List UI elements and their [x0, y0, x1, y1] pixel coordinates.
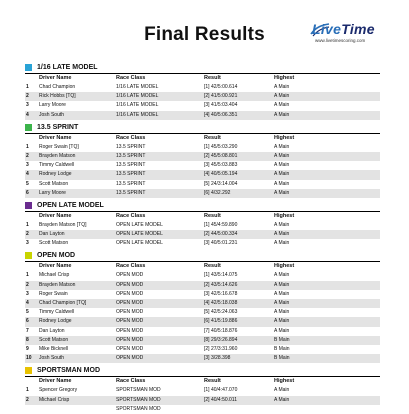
result-row — [25, 396, 380, 405]
column-header-position — [25, 262, 39, 271]
highest-cell: B Main — [274, 345, 290, 352]
position-cell: 10 — [26, 355, 32, 362]
driver-cell: Timmy Caldwell — [39, 309, 75, 316]
position-cell: 1 — [26, 221, 29, 228]
section-title: OPEN MOD — [37, 252, 76, 260]
driver-cell — [39, 405, 116, 414]
driver-cell: Scott Matson — [39, 336, 69, 343]
driver-cell: Roger Swain — [39, 290, 68, 297]
driver-cell: Josh South — [39, 111, 65, 118]
race-class-cell: 1/16 LATE MODEL — [116, 93, 159, 100]
result-cell: [1] 45/4:59.890 — [204, 221, 238, 228]
position-cell: 6 — [26, 318, 29, 325]
column-header-position — [25, 377, 39, 386]
position-cell: 2 — [26, 93, 29, 100]
position-cell: 5 — [26, 309, 29, 316]
result-cell: [6] 41/5:19.886 — [204, 318, 238, 325]
result-row — [25, 271, 380, 280]
column-header-highest: Highest — [274, 75, 295, 81]
column-header-driver-name: Driver Name — [39, 263, 72, 270]
column-header-driver-name: Driver Name — [39, 378, 72, 385]
class-color-swatch — [25, 64, 32, 71]
result-cell: [2] 40/4:50.011 — [204, 396, 237, 403]
highest-cell: A Main — [274, 396, 290, 403]
column-header-race-class: Race Class — [116, 263, 146, 270]
driver-cell: Rick Hobbs [TQ] — [39, 93, 76, 100]
livetime-logo[interactable] — [310, 21, 385, 47]
result-row — [25, 354, 380, 363]
column-header-highest: Highest — [274, 378, 295, 385]
result-row — [25, 83, 380, 92]
column-header-driver-name: Driver Name — [39, 75, 72, 81]
highest-cell: A Main — [274, 240, 290, 247]
highest-cell: A Main — [274, 189, 290, 196]
class-color-swatch — [25, 367, 32, 374]
race-class-cell: OPEN MOD — [116, 327, 144, 334]
column-header-position — [25, 134, 39, 143]
driver-cell: Chad Champion [TQ] — [39, 300, 87, 306]
position-cell: 8 — [26, 336, 29, 343]
position-cell: 3 — [26, 102, 29, 109]
race-class-cell: SPORTSMAN MOD — [116, 396, 161, 403]
race-class-cell: 1/16 LATE MODEL — [116, 84, 159, 90]
column-header-result: Result — [204, 212, 221, 219]
column-header-result: Result — [204, 263, 221, 270]
position-cell: 2 — [26, 231, 29, 238]
column-header-race-class: Race Class — [116, 134, 146, 141]
highest-cell — [274, 405, 334, 414]
result-row — [25, 230, 380, 239]
result-cell: [5] 42/5:24.063 — [204, 309, 238, 316]
section-title: SPORTSMAN MOD — [37, 367, 100, 375]
result-row — [25, 180, 380, 189]
highest-cell: A Main — [274, 272, 290, 279]
result-cell: [5] 24/3:14.004 — [204, 180, 238, 187]
position-cell: 4 — [26, 300, 29, 306]
driver-cell: Rodney Lodge — [39, 171, 72, 178]
column-header-highest: Highest — [274, 134, 295, 141]
column-header-row — [25, 262, 380, 271]
result-row — [25, 143, 380, 152]
race-class-cell: 13.5 SPRINT — [116, 162, 146, 169]
highest-cell: B Main — [274, 336, 290, 343]
driver-cell: Rodney Lodge — [39, 318, 72, 325]
driver-cell: Brayden Matson [TQ] — [39, 221, 87, 228]
class-color-swatch — [25, 124, 32, 131]
result-cell: [1] 45/5:03.290 — [204, 143, 238, 150]
driver-cell: Brayden Matson — [39, 152, 76, 159]
section-title: 1/16 LATE MODEL — [37, 64, 98, 71]
race-class-cell: 1/16 LATE MODEL — [116, 111, 159, 118]
column-header-race-class: Race Class — [116, 75, 146, 81]
result-cell: [4] 40/5:06.351 — [204, 111, 238, 118]
position-cell: 5 — [26, 180, 29, 187]
position-cell: 7 — [26, 327, 29, 334]
race-class-cell: OPEN MOD — [116, 300, 144, 306]
race-class-cell: 1/16 LATE MODEL — [116, 102, 159, 109]
driver-cell: Josh South — [39, 355, 65, 362]
driver-cell: Dan Layton — [39, 327, 65, 334]
result-cell: [2] 41/5:00.921 — [204, 93, 238, 100]
column-header-driver-name: Driver Name — [39, 212, 72, 219]
driver-cell: Michael Crisp — [39, 396, 70, 403]
result-row — [25, 221, 380, 230]
race-class-cell: OPEN MOD — [116, 281, 144, 288]
position-cell — [25, 405, 39, 414]
position-cell: 4 — [26, 111, 29, 118]
race-class-cell: SPORTSMAN MOD — [116, 387, 161, 394]
race-class-cell: OPEN MOD — [116, 290, 144, 297]
column-header-row — [25, 212, 380, 221]
driver-cell: Chad Champion — [39, 84, 76, 90]
highest-cell: A Main — [274, 152, 290, 159]
position-cell: 2 — [26, 281, 29, 288]
result-cell: [2] 27/3:31.960 — [204, 345, 238, 352]
result-row — [25, 281, 380, 290]
result-row — [25, 345, 380, 354]
result-cell: [6] 4/32.292 — [204, 189, 231, 196]
section-header — [25, 122, 380, 134]
race-class-cell: 13.5 SPRINT — [116, 143, 146, 150]
column-header-result: Result — [204, 75, 221, 81]
highest-cell: A Main — [274, 231, 290, 238]
driver-cell: Scott Matson — [39, 180, 69, 187]
result-row — [25, 161, 380, 170]
race-class-cell: OPEN LATE MODEL — [116, 221, 163, 228]
result-cell: [3] 3/28.398 — [204, 355, 231, 362]
section-header — [25, 62, 380, 74]
column-header-row — [25, 74, 380, 83]
result-cell: [1] 42/5:00.614 — [204, 84, 238, 90]
logo-suffix: Time — [341, 21, 375, 37]
result-row — [25, 386, 380, 395]
result-row — [25, 101, 380, 110]
column-header-position — [25, 74, 39, 83]
highest-cell: A Main — [274, 281, 290, 288]
highest-cell: A Main — [274, 143, 290, 150]
highest-cell: A Main — [274, 93, 290, 100]
race-class-cell: OPEN LATE MODEL — [116, 240, 163, 247]
highest-cell: A Main — [274, 318, 290, 325]
race-class-cell: 13.5 SPRINT — [116, 180, 146, 187]
driver-cell: Dan Layton — [39, 231, 65, 238]
position-cell: 2 — [26, 396, 29, 403]
highest-cell: A Main — [274, 309, 290, 316]
race-class-cell: 13.5 SPRINT — [116, 189, 146, 196]
column-header-row — [25, 134, 380, 143]
highest-cell: A Main — [274, 171, 290, 178]
position-cell: 1 — [26, 143, 29, 150]
race-class-cell: OPEN MOD — [116, 336, 144, 343]
logo-url: www.livetimescoring.com — [315, 38, 366, 43]
result-row — [25, 327, 380, 336]
logo-wordmark — [312, 21, 375, 37]
section-header — [25, 365, 380, 377]
column-header-race-class: Race Class — [116, 212, 146, 219]
highest-cell: B Main — [274, 355, 290, 362]
class-color-swatch — [25, 252, 32, 259]
result-cell: [1] 43/5:14.075 — [204, 272, 238, 279]
race-class-cell: OPEN MOD — [116, 355, 144, 362]
race-class-cell: OPEN MOD — [116, 272, 144, 279]
result-cell: [4] 42/5:18.038 — [204, 300, 238, 306]
position-cell: 1 — [26, 84, 29, 90]
driver-cell: Larry Moore — [39, 189, 66, 196]
highest-cell: A Main — [274, 327, 290, 334]
result-row — [25, 189, 380, 198]
column-header-position — [25, 212, 39, 221]
result-cell — [204, 405, 274, 414]
result-row — [25, 317, 380, 326]
result-row — [25, 239, 380, 248]
highest-cell: A Main — [274, 387, 290, 394]
driver-cell: Brayden Matson — [39, 281, 76, 288]
highest-cell: A Main — [274, 102, 290, 109]
result-cell: [3] 42/5:16.678 — [204, 290, 238, 297]
result-row — [25, 299, 380, 308]
result-row — [25, 290, 380, 299]
race-class-cell: SPORTSMAN MOD — [116, 405, 161, 412]
race-class-cell: OPEN LATE MODEL — [116, 231, 163, 238]
column-header-driver-name: Driver Name — [39, 134, 72, 141]
result-row — [25, 308, 380, 317]
result-cell: [8] 29/3:26.894 — [204, 336, 238, 343]
race-class-cell: OPEN MOD — [116, 309, 144, 316]
results-list — [25, 60, 380, 414]
driver-cell: Mike Bicknell — [39, 345, 69, 352]
driver-cell: Michael Crisp — [39, 272, 70, 279]
position-cell: 3 — [26, 290, 29, 297]
driver-cell: Larry Moore — [39, 102, 66, 109]
driver-cell: Timmy Caldwell — [39, 162, 75, 169]
class-color-swatch — [25, 202, 32, 209]
driver-cell: Spencer Gregory — [39, 387, 78, 394]
section-header — [25, 200, 380, 212]
result-row — [25, 92, 380, 101]
position-cell: 1 — [26, 387, 29, 394]
result-cell: [3] 40/5:01.231 — [204, 240, 238, 247]
section-title: OPEN LATE MODEL — [37, 201, 104, 209]
position-cell: 3 — [26, 240, 29, 247]
page-title: Final Results — [144, 24, 265, 45]
column-header-result: Result — [204, 378, 221, 385]
result-cell: [2] 44/5:00.334 — [204, 231, 238, 238]
driver-cell: Roger Swain [TQ] — [39, 143, 79, 150]
position-cell: 6 — [26, 189, 29, 196]
highest-cell: A Main — [274, 290, 290, 297]
race-class-cell: 13.5 SPRINT — [116, 152, 146, 159]
highest-cell: A Main — [274, 84, 290, 90]
column-header-row — [25, 377, 380, 386]
logo-prefix: Live — [312, 21, 342, 37]
highest-cell: A Main — [274, 111, 290, 118]
highest-cell: A Main — [274, 180, 290, 187]
result-cell: [2] 43/5:14.626 — [204, 281, 238, 288]
section-header — [25, 250, 380, 262]
position-cell: 9 — [26, 345, 29, 352]
result-cell: [7] 40/5:18.876 — [204, 327, 238, 334]
race-class-cell: OPEN MOD — [116, 318, 144, 325]
result-cell: [3] 45/5:03.883 — [204, 162, 238, 169]
position-cell: 3 — [26, 162, 29, 169]
column-header-highest: Highest — [274, 263, 295, 270]
result-row — [25, 170, 380, 179]
highest-cell: A Main — [274, 221, 290, 228]
column-header-race-class: Race Class — [116, 378, 146, 385]
driver-cell: Scott Matson — [39, 240, 69, 247]
race-class-cell: 13.5 SPRINT — [116, 171, 146, 178]
result-row — [25, 111, 380, 120]
position-cell: 4 — [26, 171, 29, 178]
highest-cell: A Main — [274, 300, 290, 306]
column-header-highest: Highest — [274, 212, 295, 219]
section-title: 13.5 SPRINT — [37, 123, 79, 131]
result-row — [25, 152, 380, 161]
race-class-cell: OPEN MOD — [116, 345, 144, 352]
result-row — [25, 405, 380, 414]
result-row — [25, 336, 380, 345]
result-cell: [4] 40/5:05.194 — [204, 171, 238, 178]
highest-cell: A Main — [274, 162, 290, 169]
result-cell: [1] 40/4:47.070 — [204, 387, 238, 394]
position-cell: 1 — [26, 272, 29, 279]
column-header-result: Result — [204, 134, 221, 141]
result-cell: [2] 45/5:08.801 — [204, 152, 238, 159]
result-cell: [3] 41/5:03.404 — [204, 102, 238, 109]
position-cell: 2 — [26, 152, 29, 159]
